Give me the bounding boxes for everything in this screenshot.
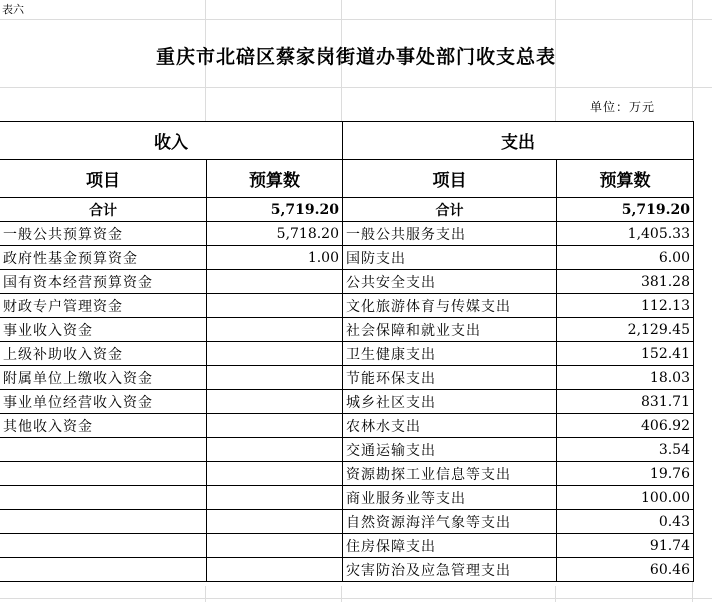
income-item-cell[interactable]: 财政专户管理资金 bbox=[0, 294, 207, 318]
exp-amount-cell[interactable]: 1,405.33 bbox=[557, 222, 694, 246]
exp-item-cell[interactable]: 交通运输支出 bbox=[343, 438, 557, 462]
budget-summary-table bbox=[0, 121, 694, 582]
exp-amount-cell[interactable]: 2,129.45 bbox=[557, 318, 694, 342]
table-row bbox=[0, 414, 694, 438]
exp-amount-cell[interactable]: 152.41 bbox=[557, 342, 694, 366]
income-amount-cell[interactable] bbox=[207, 342, 343, 366]
income-item-cell[interactable]: 事业单位经营收入资金 bbox=[0, 390, 207, 414]
income-item-cell[interactable] bbox=[0, 462, 207, 486]
exp-item-cell[interactable]: 城乡社区支出 bbox=[343, 390, 557, 414]
exp-item-header[interactable]: 项目 bbox=[343, 160, 557, 198]
exp-item-cell[interactable]: 商业服务业等支出 bbox=[343, 486, 557, 510]
sheet-label: 表六 bbox=[2, 3, 24, 16]
exp-amount-cell[interactable]: 91.74 bbox=[557, 534, 694, 558]
table-row bbox=[0, 390, 694, 414]
table-row bbox=[0, 294, 694, 318]
income-item-cell[interactable] bbox=[0, 534, 207, 558]
income-amount-cell[interactable] bbox=[207, 558, 343, 582]
table-row bbox=[0, 558, 694, 582]
total-row bbox=[0, 198, 694, 222]
exp-amount-cell[interactable]: 112.13 bbox=[557, 294, 694, 318]
page-title: 重庆市北碚区蔡家岗街道办事处部门收支总表 bbox=[155, 46, 556, 68]
table-row bbox=[0, 486, 694, 510]
exp-item-cell[interactable]: 资源勘探工业信息等支出 bbox=[343, 462, 557, 486]
income-amount-cell[interactable] bbox=[207, 462, 343, 486]
income-item-header[interactable]: 项目 bbox=[0, 160, 207, 198]
exp-amount-cell[interactable]: 100.00 bbox=[557, 486, 694, 510]
data-rows bbox=[0, 222, 694, 582]
income-amount-cell[interactable] bbox=[207, 294, 343, 318]
exp-amount-cell[interactable]: 381.28 bbox=[557, 270, 694, 294]
income-item-cell[interactable]: 上级补助收入资金 bbox=[0, 342, 207, 366]
exp-item-cell[interactable]: 农林水支出 bbox=[343, 414, 557, 438]
exp-item-cell[interactable]: 自然资源海洋气象等支出 bbox=[343, 510, 557, 534]
exp-item-cell[interactable]: 一般公共服务支出 bbox=[343, 222, 557, 246]
income-item-cell[interactable] bbox=[0, 510, 207, 534]
income-amount-cell[interactable] bbox=[207, 270, 343, 294]
income-amount-cell[interactable]: 5,718.20 bbox=[207, 222, 343, 246]
exp-total-label[interactable]: 合计 bbox=[343, 198, 557, 222]
income-item-cell[interactable]: 事业收入资金 bbox=[0, 318, 207, 342]
exp-item-cell[interactable]: 灾害防治及应急管理支出 bbox=[343, 558, 557, 582]
income-amount-cell[interactable] bbox=[207, 486, 343, 510]
income-item-cell[interactable]: 其他收入资金 bbox=[0, 414, 207, 438]
income-amount-cell[interactable] bbox=[207, 534, 343, 558]
table-row bbox=[0, 318, 694, 342]
table-row bbox=[0, 438, 694, 462]
exp-item-cell[interactable]: 节能环保支出 bbox=[343, 366, 557, 390]
income-item-cell[interactable]: 国有资本经营预算资金 bbox=[0, 270, 207, 294]
exp-amount-cell[interactable]: 19.76 bbox=[557, 462, 694, 486]
exp-item-cell[interactable]: 国防支出 bbox=[343, 246, 557, 270]
income-amount-cell[interactable] bbox=[207, 390, 343, 414]
exp-amount-cell[interactable]: 18.03 bbox=[557, 366, 694, 390]
income-item-cell[interactable] bbox=[0, 558, 207, 582]
table-row bbox=[0, 222, 694, 246]
table-row bbox=[0, 534, 694, 558]
income-section-header[interactable]: 收入 bbox=[0, 122, 343, 160]
income-amount-cell[interactable]: 1.00 bbox=[207, 246, 343, 270]
income-amount-cell[interactable] bbox=[207, 438, 343, 462]
income-item-cell[interactable]: 一般公共预算资金 bbox=[0, 222, 207, 246]
table-row bbox=[0, 366, 694, 390]
exp-amount-cell[interactable]: 406.92 bbox=[557, 414, 694, 438]
income-amount-cell[interactable] bbox=[207, 366, 343, 390]
exp-amount-cell[interactable]: 831.71 bbox=[557, 390, 694, 414]
income-amount-cell[interactable] bbox=[207, 510, 343, 534]
unit-label: 单位：万元 bbox=[590, 100, 656, 114]
income-total-label[interactable]: 合计 bbox=[0, 198, 207, 222]
income-total-amount[interactable]: 5,719.20 bbox=[207, 198, 343, 222]
table-row bbox=[0, 510, 694, 534]
income-amount-cell[interactable] bbox=[207, 318, 343, 342]
exp-item-cell[interactable]: 住房保障支出 bbox=[343, 534, 557, 558]
income-item-cell[interactable]: 政府性基金预算资金 bbox=[0, 246, 207, 270]
exp-item-cell[interactable]: 社会保障和就业支出 bbox=[343, 318, 557, 342]
exp-item-cell[interactable]: 文化旅游体育与传媒支出 bbox=[343, 294, 557, 318]
exp-amount-cell[interactable]: 3.54 bbox=[557, 438, 694, 462]
income-amount-cell[interactable] bbox=[207, 414, 343, 438]
income-item-cell[interactable]: 附属单位上缴收入资金 bbox=[0, 366, 207, 390]
table-row bbox=[0, 462, 694, 486]
exp-amount-cell[interactable]: 6.00 bbox=[557, 246, 694, 270]
exp-item-cell[interactable]: 公共安全支出 bbox=[343, 270, 557, 294]
income-amount-header[interactable]: 预算数 bbox=[207, 160, 343, 198]
exp-item-cell[interactable]: 卫生健康支出 bbox=[343, 342, 557, 366]
table-row bbox=[0, 342, 694, 366]
expenditure-section-header[interactable]: 支出 bbox=[343, 122, 694, 160]
income-item-cell[interactable] bbox=[0, 438, 207, 462]
exp-total-amount[interactable]: 5,719.20 bbox=[557, 198, 694, 222]
exp-amount-cell[interactable]: 60.46 bbox=[557, 558, 694, 582]
table-row bbox=[0, 246, 694, 270]
table-row bbox=[0, 270, 694, 294]
income-item-cell[interactable] bbox=[0, 486, 207, 510]
exp-amount-header[interactable]: 预算数 bbox=[557, 160, 694, 198]
exp-amount-cell[interactable]: 0.43 bbox=[557, 510, 694, 534]
